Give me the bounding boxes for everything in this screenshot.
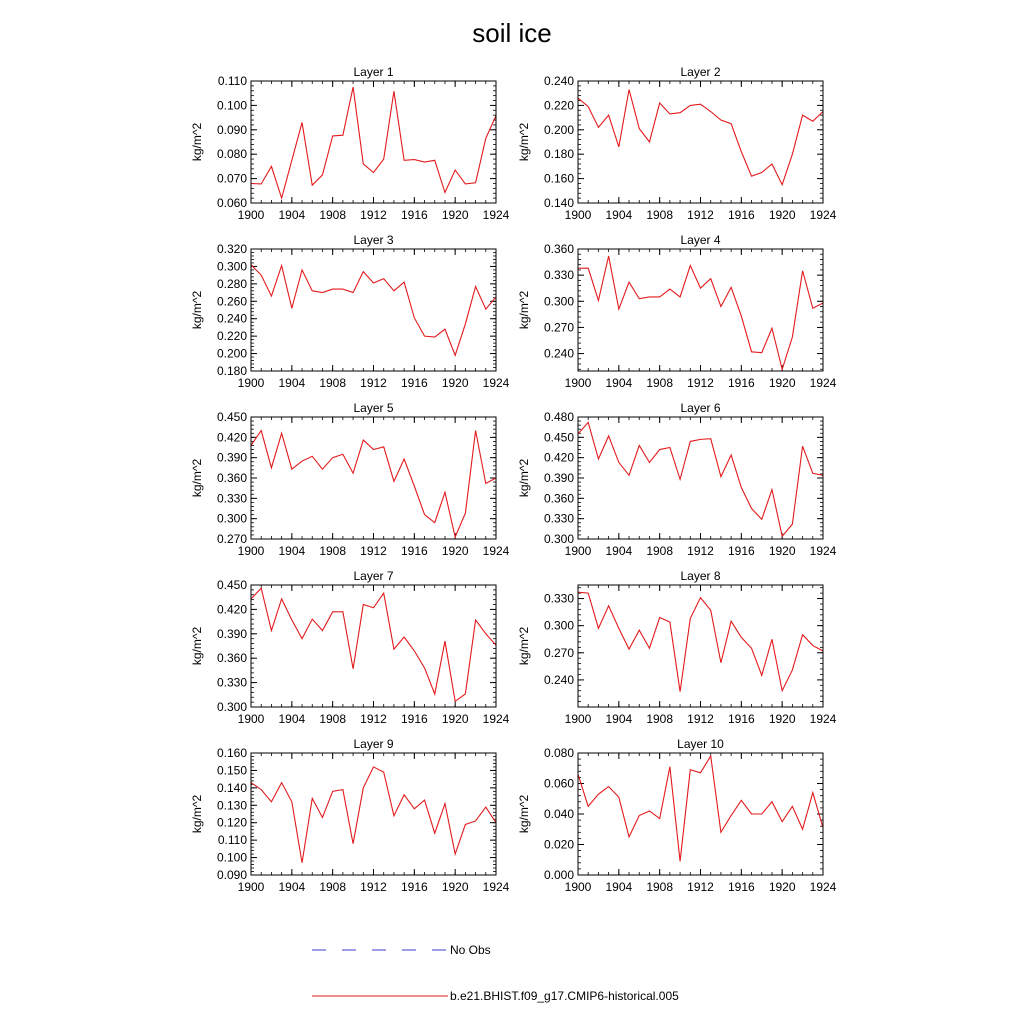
panels-container [190,65,837,894]
panel-layer-7 [190,569,510,726]
panel-title: Layer 4 [680,233,721,247]
y-tick-label: 0.180 [216,364,247,378]
series-line-layer-9 [251,767,496,863]
y-tick-label: 0.330 [543,511,574,526]
x-tick-label: 1912 [687,880,714,894]
y-tick-label: 0.120 [216,815,247,830]
y-tick-label: 0.160 [216,746,247,760]
x-tick-label: 1904 [605,376,633,390]
series-line-layer-1 [251,87,496,198]
plot-frame [578,585,823,707]
y-tick-label: 0.140 [543,196,574,210]
y-tick-label: 0.080 [543,746,574,760]
panel-layer-10 [517,737,837,894]
y-tick-label: 0.220 [216,329,247,344]
x-tick-label: 1900 [564,880,592,894]
x-tick-label: 1920 [768,376,796,390]
x-tick-label: 1920 [768,208,796,222]
x-tick-label: 1912 [687,208,714,222]
y-tick-label: 0.110 [217,833,247,848]
y-tick-label: 0.000 [543,868,574,882]
x-tick-label: 1916 [400,880,428,894]
panel-title: Layer 1 [353,65,394,79]
panel-title: Layer 10 [677,737,724,751]
panel-layer-5 [190,401,510,558]
y-tick-label: 0.450 [216,578,247,592]
x-tick-label: 1924 [809,376,837,390]
x-tick-label: 1908 [319,712,347,726]
x-tick-label: 1924 [482,208,510,222]
x-tick-label: 1916 [400,544,428,558]
y-tick-label: 0.420 [543,450,574,465]
y-tick-label: 0.140 [216,780,247,795]
x-tick-label: 1900 [564,544,592,558]
y-tick-label: 0.040 [543,807,574,821]
legend-label-model: b.e21.BHIST.f09_g17.CMIP6-historical.005 [450,989,679,1003]
y-axis-label: kg/m^2 [517,290,531,330]
x-tick-label: 1900 [237,376,265,390]
y-tick-label: 0.180 [543,147,574,162]
x-tick-label: 1900 [237,712,265,726]
series-line-layer-4 [578,256,823,369]
x-tick-label: 1916 [400,208,428,222]
y-tick-label: 0.020 [543,837,574,852]
plot-frame [251,753,496,875]
y-tick-label: 0.390 [216,626,247,641]
panel-layer-6 [517,401,837,558]
y-axis-label: kg/m^2 [517,794,531,834]
y-tick-label: 0.240 [543,74,574,88]
x-tick-label: 1904 [605,880,633,894]
x-tick-label: 1904 [605,544,633,558]
x-tick-label: 1924 [482,712,510,726]
panel-title: Layer 7 [353,569,394,583]
x-tick-label: 1900 [237,208,265,222]
x-tick-label: 1912 [360,712,387,726]
x-tick-label: 1912 [360,544,387,558]
y-tick-label: 0.300 [543,294,574,309]
x-tick-label: 1908 [319,376,347,390]
x-tick-label: 1904 [278,544,306,558]
y-tick-label: 0.330 [543,268,574,283]
x-tick-label: 1912 [687,712,714,726]
x-tick-label: 1920 [768,880,796,894]
y-tick-label: 0.240 [216,311,247,326]
y-tick-label: 0.390 [543,471,574,485]
panel-layer-1 [190,65,510,222]
panel-title: Layer 6 [680,401,721,415]
x-tick-label: 1924 [482,880,510,894]
y-tick-label: 0.090 [216,868,247,882]
panel-layer-8 [517,569,837,726]
y-tick-label: 0.220 [543,98,574,113]
x-tick-label: 1908 [646,376,674,390]
x-tick-label: 1924 [809,208,837,222]
plot-frame [251,417,496,539]
panel-title: Layer 8 [680,569,721,583]
x-tick-label: 1900 [564,208,592,222]
y-tick-label: 0.420 [216,430,247,445]
y-tick-label: 0.150 [216,763,247,778]
series-line-layer-8 [578,592,823,691]
y-tick-label: 0.240 [543,346,574,361]
y-tick-label: 0.330 [216,491,247,506]
panel-layer-4 [517,233,837,390]
x-tick-label: 1916 [727,208,755,222]
legend [312,943,679,1003]
y-tick-label: 0.200 [543,122,574,137]
x-tick-label: 1912 [360,208,387,222]
y-tick-label: 0.100 [216,850,247,865]
x-tick-label: 1904 [278,208,306,222]
y-tick-label: 0.060 [216,196,247,210]
y-tick-label: 0.420 [216,602,247,617]
plot-frame [578,417,823,539]
x-tick-label: 1920 [768,544,796,558]
x-tick-label: 1904 [278,880,306,894]
x-tick-label: 1924 [482,544,510,558]
x-tick-label: 1916 [400,712,428,726]
y-tick-label: 0.110 [217,74,247,88]
x-tick-label: 1916 [727,712,755,726]
y-axis-label: kg/m^2 [190,794,204,834]
x-tick-label: 1924 [482,376,510,390]
x-tick-label: 1916 [727,376,755,390]
panel-title: Layer 3 [353,233,394,247]
x-tick-label: 1908 [646,880,674,894]
y-axis-label: kg/m^2 [517,122,531,162]
y-tick-label: 0.280 [216,276,247,291]
figure-title: soil ice [472,18,552,48]
x-tick-label: 1908 [319,208,347,222]
y-tick-label: 0.450 [543,430,574,445]
y-tick-label: 0.070 [216,171,247,186]
x-tick-label: 1912 [360,880,387,894]
series-line-layer-10 [578,756,823,861]
y-tick-label: 0.100 [216,98,247,113]
y-tick-label: 0.360 [216,471,247,485]
y-tick-label: 0.260 [216,294,247,309]
y-tick-label: 0.390 [216,450,247,465]
x-tick-label: 1924 [809,712,837,726]
y-tick-label: 0.270 [543,320,574,335]
plot-frame [578,249,823,371]
x-tick-label: 1920 [441,712,469,726]
x-tick-label: 1900 [237,544,265,558]
y-tick-label: 0.240 [543,672,574,687]
series-line-layer-3 [251,265,496,356]
y-tick-label: 0.360 [216,651,247,666]
x-tick-label: 1920 [441,544,469,558]
plot-frame [251,249,496,371]
x-tick-label: 1916 [727,544,755,558]
x-tick-label: 1908 [319,880,347,894]
panel-layer-9 [190,737,510,894]
panel-title: Layer 5 [353,401,394,415]
y-tick-label: 0.130 [216,798,247,813]
x-tick-label: 1900 [564,712,592,726]
y-axis-label: kg/m^2 [190,122,204,162]
y-axis-label: kg/m^2 [517,458,531,498]
x-tick-label: 1908 [646,544,674,558]
y-tick-label: 0.300 [543,618,574,633]
y-tick-label: 0.320 [216,242,247,256]
y-axis-label: kg/m^2 [190,458,204,498]
x-tick-label: 1900 [237,880,265,894]
y-tick-label: 0.090 [216,122,247,137]
y-tick-label: 0.080 [216,147,247,162]
y-tick-label: 0.060 [543,776,574,791]
plot-frame [251,81,496,203]
x-tick-label: 1916 [727,880,755,894]
x-tick-label: 1920 [441,208,469,222]
x-tick-label: 1904 [605,208,633,222]
y-tick-label: 0.300 [216,259,247,274]
y-tick-label: 0.270 [543,645,574,660]
x-tick-label: 1904 [278,376,306,390]
x-tick-label: 1912 [687,544,714,558]
x-tick-label: 1912 [360,376,387,390]
x-tick-label: 1924 [809,544,837,558]
y-tick-label: 0.360 [543,491,574,506]
x-tick-label: 1904 [278,712,306,726]
panel-layer-2 [517,65,837,222]
plot-frame [578,753,823,875]
y-tick-label: 0.360 [543,242,574,256]
y-tick-label: 0.480 [543,410,574,424]
x-tick-label: 1908 [646,712,674,726]
x-tick-label: 1900 [564,376,592,390]
y-tick-label: 0.300 [216,700,247,714]
panel-title: Layer 9 [353,737,394,751]
x-tick-label: 1916 [400,376,428,390]
y-tick-label: 0.160 [543,171,574,186]
panel-title: Layer 2 [680,65,721,79]
legend-label-no-obs: No Obs [450,943,491,957]
series-line-layer-2 [578,90,823,185]
x-tick-label: 1912 [687,376,714,390]
x-tick-label: 1908 [319,544,347,558]
y-axis-label: kg/m^2 [517,626,531,666]
x-tick-label: 1924 [809,880,837,894]
series-line-layer-6 [578,422,823,536]
panel-layer-3 [190,233,510,390]
x-tick-label: 1920 [768,712,796,726]
series-line-layer-7 [251,588,496,701]
y-tick-label: 0.300 [543,532,574,546]
x-tick-label: 1904 [605,712,633,726]
y-axis-label: kg/m^2 [190,626,204,666]
x-tick-label: 1920 [441,880,469,894]
x-tick-label: 1920 [441,376,469,390]
y-tick-label: 0.270 [216,532,247,546]
y-tick-label: 0.330 [543,591,574,606]
y-tick-label: 0.330 [216,675,247,690]
y-tick-label: 0.300 [216,511,247,526]
plot-frame [251,585,496,707]
y-tick-label: 0.200 [216,346,247,361]
plot-frame [578,81,823,203]
x-tick-label: 1908 [646,208,674,222]
series-line-layer-5 [251,431,496,537]
y-axis-label: kg/m^2 [190,290,204,330]
y-tick-label: 0.450 [216,410,247,424]
